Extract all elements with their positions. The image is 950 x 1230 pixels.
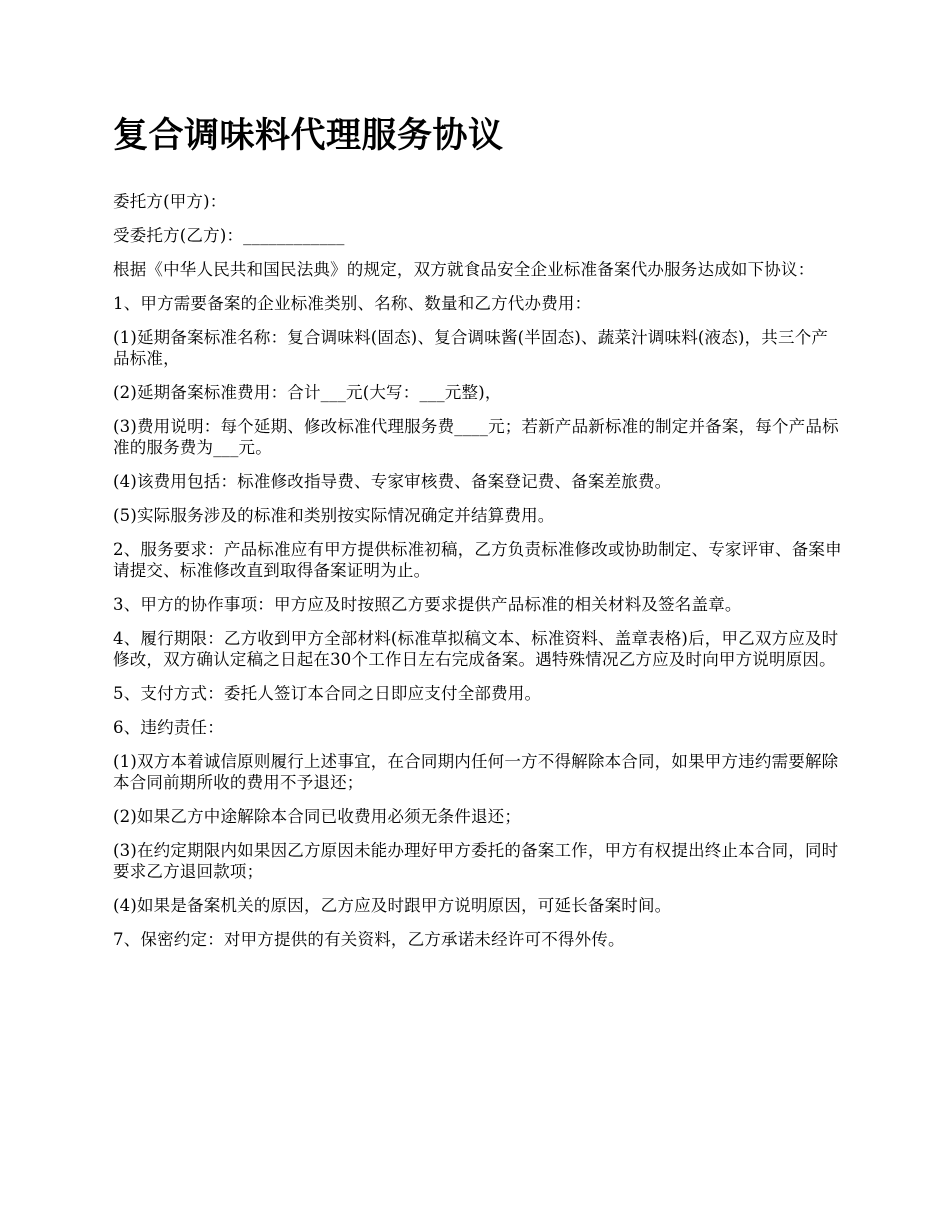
clause-1-item-1: (1)延期备案标准名称：复合调味料(固态)、复合调味酱(半固态)、蔬菜汁调味料(液态)，共三个产品标准， bbox=[113, 328, 829, 368]
clause-1-item-3: (3)费用说明：每个延期、修改标准代理服务费____元；若新产品新标准的制定并备案，每个产品标准的服务费为___元。 bbox=[113, 417, 839, 457]
document-title: 复合调味料代理服务协议 bbox=[113, 115, 504, 156]
document-page bbox=[113, 112, 843, 963]
party-b-line: 受委托方(乙方)：____________ bbox=[113, 226, 345, 245]
clause-7-confidentiality: 7、保密约定：对甲方提供的有关资料，乙方承诺未经许可不得外传。 bbox=[113, 930, 625, 949]
clause-6-item-4: (4)如果是备案机关的原因，乙方应及时跟甲方说明原因，可延长备案时间。 bbox=[113, 896, 672, 915]
clause-1-item-4: (4)该费用包括：标准修改指导费、专家审核费、备案登记费、备案差旅费。 bbox=[113, 472, 672, 491]
clause-6-item-2: (2)如果乙方中途解除本合同已收费用必须无条件退还； bbox=[113, 807, 522, 826]
clause-6-item-1: (1)双方本着诚信原则履行上述事宜，在合同期内任何一方不得解除本合同，如果甲方违约需要解除本合同前期所收的费用不予退还； bbox=[113, 752, 839, 792]
clause-6-item-3: (3)在约定期限内如果因乙方原因未能办理好甲方委托的备案工作，甲方有权提出终止本合同，同时要求乙方退回款项； bbox=[113, 841, 839, 881]
clause-3-cooperation: 3、甲方的协作事项：甲方应及时按照乙方要求提供产品标准的相关材料及签名盖章。 bbox=[113, 595, 742, 614]
party-a-line: 委托方(甲方)： bbox=[113, 192, 227, 211]
clause-1-item-5: (5)实际服务涉及的标准和类别按实际情况确定并结算费用。 bbox=[113, 506, 555, 525]
clause-1-heading: 1、甲方需要备案的企业标准类别、名称、数量和乙方代办费用： bbox=[113, 294, 592, 313]
clause-5-payment: 5、支付方式：委托人签订本合同之日即应支付全部费用。 bbox=[113, 684, 542, 703]
preamble-paragraph: 根据《中华人民共和国民法典》的规定，双方就食品安全企业标准备案代办服务达成如下协议： bbox=[113, 260, 815, 279]
clause-6-heading: 6、违约责任： bbox=[113, 718, 224, 737]
clause-4-term: 4、履行期限：乙方收到甲方全部材料(标准草拟稿文本、标准资料、盖章表格)后，甲乙双方应及时修改，双方确认定稿之日起在30个工作日左右完成备案。遇特殊情况乙方应及时向甲方说明原因。 bbox=[113, 629, 839, 669]
clause-1-item-2: (2)延期备案标准费用：合计___元(大写：___元整)， bbox=[113, 383, 502, 402]
clause-2-service-requirements: 2、服务要求：产品标准应有甲方提供标准初稿，乙方负责标准修改或协助制定、专家评审、备案申请提交、标准修改直到取得备案证明为止。 bbox=[113, 540, 842, 580]
